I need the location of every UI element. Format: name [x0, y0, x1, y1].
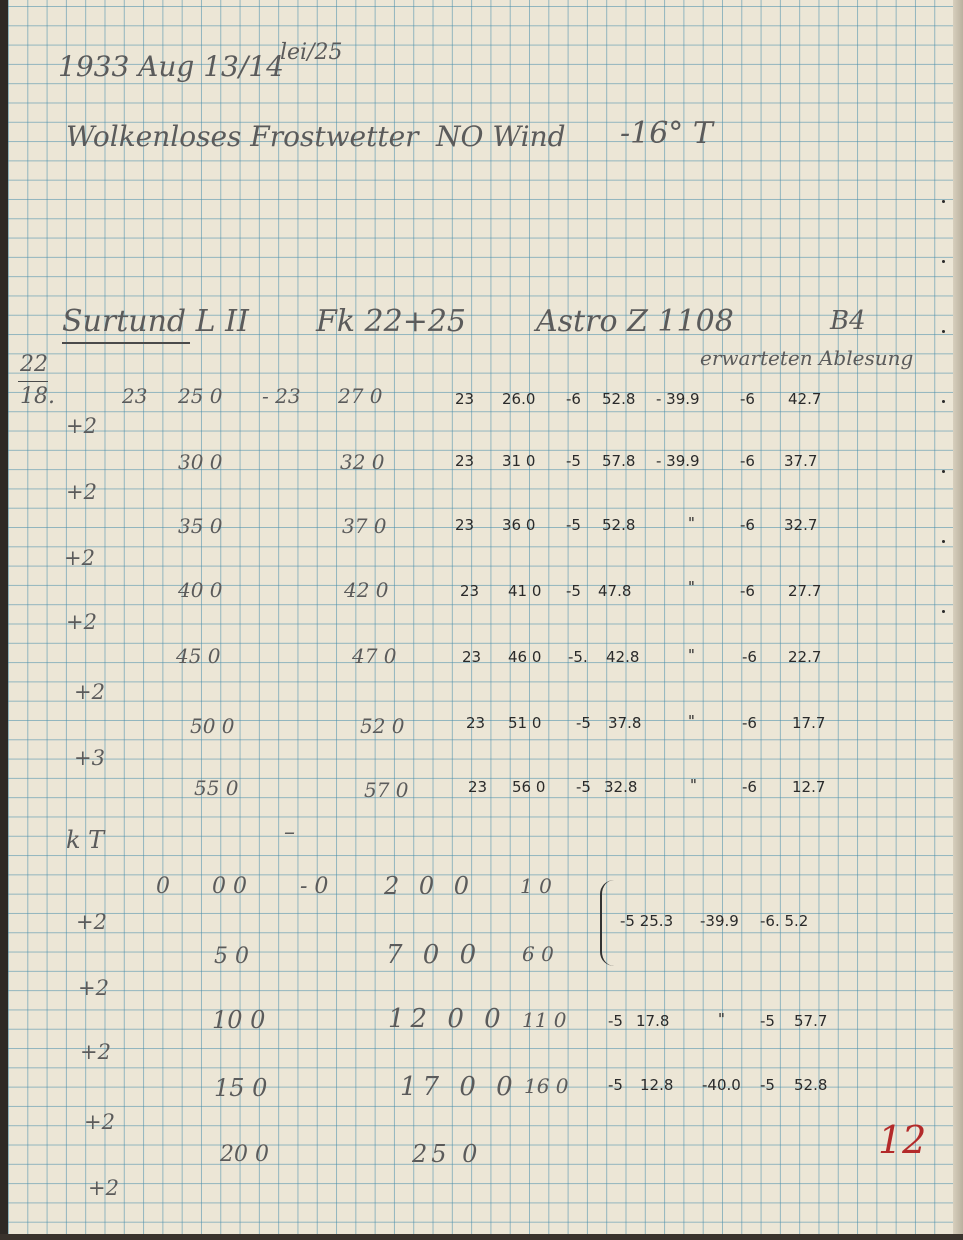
row-a-1-c2: 32 0	[340, 450, 385, 474]
row-a-3-d1: 23	[460, 582, 480, 600]
row-a-0-d3: -6	[566, 390, 581, 408]
section-fk: Fk 22+25	[316, 304, 467, 339]
row-a-5-d6: -6	[742, 714, 757, 732]
row-a-4-d6: -6	[742, 648, 757, 666]
row-a-2-d3: -5	[566, 516, 581, 534]
row-a-3-d2: 41 0	[508, 582, 542, 600]
row-a-4-d7: 22.7	[788, 648, 822, 666]
row-a-5-d1: 23	[466, 714, 486, 732]
row-a-3-c1: 40 0	[178, 578, 223, 602]
row-a-5-d4: 37.8	[608, 714, 642, 732]
row-a-5-d5: "	[688, 712, 695, 730]
binding-hole	[942, 330, 945, 333]
header-date: 1933 Aug 13/14	[58, 50, 284, 83]
row-a-0-c2: 27 0	[338, 384, 383, 408]
row-a-3-d4: 47.8	[598, 582, 632, 600]
header-weather: Wolkenloses Frostwetter	[66, 120, 419, 153]
binding-hole	[942, 400, 945, 403]
row-a-0-c1: 25 0	[178, 384, 223, 408]
row-a-1-c1: 30 0	[178, 450, 223, 474]
row-a-1-d4: 57.8	[602, 452, 636, 470]
row-b-3-d2: 12.8	[640, 1076, 674, 1094]
section-title: Surtund L II	[62, 304, 249, 339]
row-a-2-d5: "	[688, 514, 695, 532]
row-a-2-d7: 32.7	[784, 516, 818, 534]
row-b-2-d2: 17.8	[636, 1012, 670, 1030]
title-underline	[62, 342, 190, 344]
row-a-1-d2: 31 0	[502, 452, 536, 470]
row-a-5-d3: -5	[576, 714, 591, 732]
row-b-4-c2: 25 0	[412, 1140, 482, 1168]
row-a-0-d7: 42.7	[788, 390, 822, 408]
row-a-5-increment: +2	[74, 680, 105, 704]
row-a-3-d3: -5	[566, 582, 581, 600]
binding-hole	[942, 470, 945, 473]
row-a-4-c2: 47 0	[352, 644, 397, 668]
binding-hole	[942, 610, 945, 613]
section-b: B4	[830, 306, 866, 336]
binding-hole	[942, 200, 945, 203]
row-b-2-d5: 57.7	[794, 1012, 828, 1030]
date-fraction-numerator: 22	[20, 352, 48, 377]
row-b-3-d4: -5	[760, 1076, 775, 1094]
row-a-2-d4: 52.8	[602, 516, 636, 534]
row-a-3-d5: "	[688, 578, 695, 596]
row-a-2-increment: +2	[66, 480, 97, 504]
binding-hole	[942, 540, 945, 543]
row-a-3-d7: 27.7	[788, 582, 822, 600]
row-a-4-d1: 23	[462, 648, 482, 666]
row-a-2-c2: 37 0	[342, 514, 387, 538]
row-a-4-d4: 42.8	[606, 648, 640, 666]
kt-label: k T	[66, 826, 105, 854]
row-a-4-d5: "	[688, 646, 695, 664]
row-b-3-c1: 15 0	[214, 1074, 268, 1102]
row-a-1-increment: +2	[66, 414, 97, 438]
page-bottom-edge	[0, 1234, 963, 1240]
fraction-bar	[18, 381, 48, 382]
row-b-3-d1: -5	[608, 1076, 623, 1094]
row-b-2-d3: "	[718, 1010, 725, 1028]
row-b-4-increment: +2	[84, 1110, 115, 1134]
row-a-5-d2: 51 0	[508, 714, 542, 732]
row-b-3-c3: 16 0	[524, 1074, 569, 1098]
section-astro: Astro Z 1108	[536, 304, 734, 339]
row-a-0-d4: 52.8	[602, 390, 636, 408]
header-date-suffix: lei/25	[280, 40, 343, 65]
row-b-1-increment: +2	[76, 910, 107, 934]
row-a-2-d1: 23	[455, 516, 475, 534]
row-a-6-d4: 32.8	[604, 778, 638, 796]
row-a-1-d1: 23	[455, 452, 475, 470]
row-a-1-d6: -6	[740, 452, 755, 470]
row-a-4-increment: +2	[66, 610, 97, 634]
row-b-2-d4: -5	[760, 1012, 775, 1030]
row-b-1-c1: 5 0	[214, 944, 249, 969]
row-b-1-c3: 6 0	[522, 942, 554, 966]
header-temperature: -16° T	[620, 116, 713, 151]
row-a-2-d6: -6	[740, 516, 755, 534]
row-a-6-increment: +3	[74, 746, 105, 770]
row-b-2-increment: +2	[78, 976, 109, 1000]
row-a-6-d6: -6	[742, 778, 757, 796]
trailing-increment: +2	[88, 1176, 119, 1200]
section-note: erwarteten Ablesung	[700, 346, 914, 370]
row-a-0-d2: 26.0	[502, 390, 536, 408]
row-a-4-c1: 45 0	[176, 644, 221, 668]
row-a-0-d5: - 39.9	[656, 390, 700, 408]
row-a-0-d6: -6	[740, 390, 755, 408]
row-b-0-c0: 0	[156, 874, 170, 899]
date-fraction-denominator: 18.	[20, 384, 55, 409]
row-a-2-c1: 35 0	[178, 514, 223, 538]
row-b-2-d1: -5	[608, 1012, 623, 1030]
brace-value-1: -5 25.3	[620, 912, 674, 930]
row-b-0-c1: 0 0	[212, 874, 247, 899]
row-b-0-sep: - 0	[300, 874, 329, 899]
page-number: 12	[878, 1118, 927, 1162]
row-a-3-d6: -6	[740, 582, 755, 600]
row-b-0-c3: 1 0	[520, 874, 552, 898]
row-b-2-c1: 10 0	[212, 1006, 266, 1034]
row-b-3-d5: 52.8	[794, 1076, 828, 1094]
row-b-2-c3: 11 0	[522, 1008, 567, 1032]
row-a-6-d5: "	[690, 776, 697, 794]
header-wind: NO Wind	[436, 120, 566, 153]
page-binding-edge	[0, 0, 8, 1240]
row-b-2-c2: 12 0 0	[388, 1004, 507, 1034]
row-a-2-d2: 36 0	[502, 516, 536, 534]
row-a-0-first: 23	[122, 384, 148, 408]
brace-value-3: -6. 5.2	[760, 912, 809, 930]
row-a-6-c2: 57 0	[364, 778, 409, 802]
row-b-3-d3: -40.0	[702, 1076, 741, 1094]
brace-mark	[600, 880, 616, 966]
row-a-5-c2: 52 0	[360, 714, 405, 738]
binding-hole	[942, 260, 945, 263]
row-a-0-d1: 23	[455, 390, 475, 408]
row-a-6-d2: 56 0	[512, 778, 546, 796]
row-b-4-c1: 20 0	[220, 1142, 269, 1167]
row-b-1-c2: 7 0 0	[386, 940, 483, 970]
row-a-1-d5: - 39.9	[656, 452, 700, 470]
row-b-3-increment: +2	[80, 1040, 111, 1064]
row-a-5-c1: 50 0	[190, 714, 235, 738]
row-a-5-d7: 17.7	[792, 714, 826, 732]
row-a-6-c1: 55 0	[194, 776, 239, 800]
kt-dash: –	[284, 820, 295, 845]
row-a-1-d3: -5	[566, 452, 581, 470]
row-a-4-d2: 46 0	[508, 648, 542, 666]
page-side-edge	[953, 0, 963, 1240]
row-b-3-c2: 17 0 0	[400, 1072, 519, 1102]
row-a-0-sep: - 23	[262, 384, 301, 408]
row-a-4-d3: -5.	[568, 648, 588, 666]
row-a-6-d1: 23	[468, 778, 488, 796]
row-a-3-increment: +2	[64, 546, 95, 570]
row-a-6-d7: 12.7	[792, 778, 826, 796]
row-b-0-c2: 2 0 0	[384, 872, 476, 900]
brace-value-2: -39.9	[700, 912, 739, 930]
row-a-6-d3: -5	[576, 778, 591, 796]
row-a-3-c2: 42 0	[344, 578, 389, 602]
row-a-1-d7: 37.7	[784, 452, 818, 470]
